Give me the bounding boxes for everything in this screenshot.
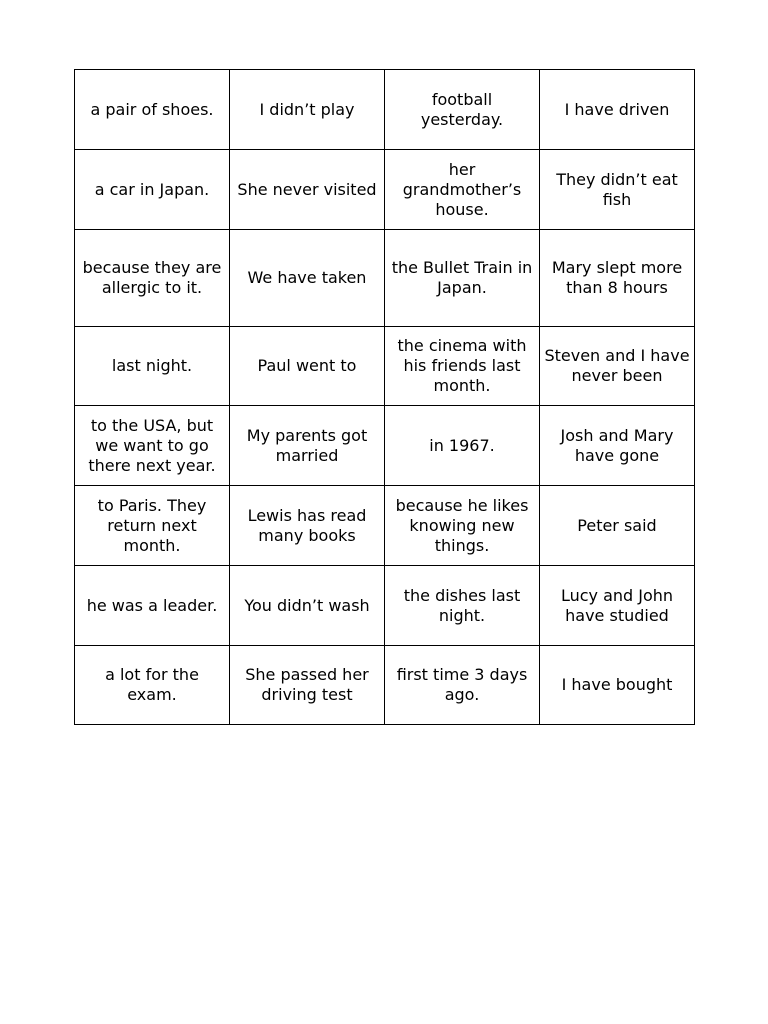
card-text: to the USA, but we want to go there next year.: [88, 415, 216, 475]
card-cell: [385, 566, 540, 646]
card-text: a lot for the exam.: [105, 665, 199, 704]
card-text: he was a leader.: [86, 595, 218, 615]
card-text: Lewis has read many books: [247, 505, 367, 545]
card-cell: [230, 70, 385, 150]
card-cell: [540, 70, 695, 150]
card-cell: [230, 566, 385, 646]
card-text: to Paris. They return next month.: [97, 495, 207, 555]
sentence-cards-table: [74, 69, 695, 725]
card-cell: [230, 230, 385, 327]
table-row: [75, 230, 695, 327]
card-cell: [540, 150, 695, 230]
card-text: the cinema with his friends last month.: [397, 336, 527, 395]
card-text: Mary slept more than 8 hours: [551, 258, 683, 297]
card-cell: [230, 327, 385, 406]
card-cell: [75, 406, 230, 486]
card-cell: [230, 406, 385, 486]
card-cell: [540, 406, 695, 486]
card-text: the Bullet Train in Japan.: [391, 258, 533, 297]
card-cell: [75, 70, 230, 150]
table-row: [75, 646, 695, 725]
card-text: first time 3 days ago.: [396, 665, 528, 704]
table-row: [75, 327, 695, 406]
card-text: Josh and Mary have gone: [560, 425, 674, 465]
card-cell: [385, 327, 540, 406]
card-text: because they are allergic to it.: [82, 258, 222, 297]
card-cell: [540, 646, 695, 725]
card-cell: [385, 150, 540, 230]
card-text: her grandmother’s house.: [402, 159, 522, 219]
card-text: We have taken: [247, 268, 367, 287]
card-cell: [230, 150, 385, 230]
card-text: a pair of shoes.: [90, 99, 214, 119]
card-text: She passed her driving test: [245, 665, 369, 704]
card-text: football yesterday.: [420, 89, 504, 129]
card-text: They didn’t eat fish: [556, 169, 678, 209]
card-text: My parents got married: [246, 425, 368, 465]
card-cell: [540, 230, 695, 327]
card-text: Steven and I have never been: [544, 346, 690, 385]
card-text: I have driven: [564, 99, 670, 119]
card-cell: [385, 646, 540, 725]
card-text: the dishes last night.: [403, 585, 521, 625]
table-row: [75, 406, 695, 486]
card-text: in 1967.: [429, 435, 495, 455]
card-cell: [540, 486, 695, 566]
card-text: Lucy and John have studied: [560, 585, 674, 625]
card-cell: [385, 70, 540, 150]
card-text: I have bought: [561, 675, 673, 694]
card-cell: [540, 327, 695, 406]
card-text: I didn’t play: [259, 99, 355, 119]
card-cell: [75, 327, 230, 406]
card-text: last night.: [111, 356, 193, 375]
card-cell: [385, 486, 540, 566]
table-row: [75, 150, 695, 230]
card-cell: [230, 646, 385, 725]
card-cell: [385, 406, 540, 486]
card-cell: [385, 230, 540, 327]
table-row: [75, 486, 695, 566]
card-text: Paul went to: [257, 356, 357, 375]
card-cell: [75, 566, 230, 646]
card-cell: [75, 230, 230, 327]
card-cell: [75, 486, 230, 566]
card-cell: [230, 486, 385, 566]
card-cell: [75, 646, 230, 725]
card-cell: [75, 150, 230, 230]
table-row: [75, 566, 695, 646]
card-text: She never visited: [237, 179, 377, 199]
card-text: because he likes knowing new things.: [395, 495, 529, 555]
card-cell: [540, 566, 695, 646]
card-text: You didn’t wash: [244, 595, 370, 615]
card-text: a car in Japan.: [94, 179, 210, 199]
table-row: [75, 70, 695, 150]
card-text: Peter said: [577, 515, 657, 535]
